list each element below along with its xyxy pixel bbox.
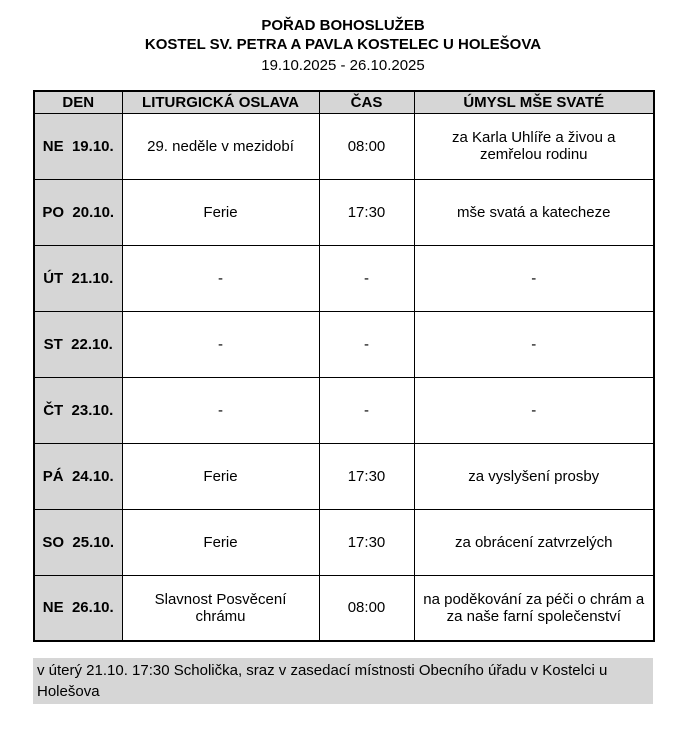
intention-cell: za vyslyšení prosby (414, 443, 654, 509)
celebration-cell: - (122, 377, 319, 443)
table-row (34, 179, 654, 245)
footer-note: v úterý 21.10. 17:30 Scholička, sraz v zasedací místnosti Obecního úřadu v Kostelci u Holešova (33, 658, 653, 704)
date-range: 19.10.2025 - 26.10.2025 (261, 57, 425, 74)
intention-cell: za Karla Uhlíře a živou a zemřelou rodinu (414, 113, 654, 179)
day-cell: PO 20.10. (34, 179, 122, 245)
intention-cell: na poděkování za péči o chrám a za naše farní společenství (414, 575, 654, 641)
intention-cell: za obrácení zatvrzelých (414, 509, 654, 575)
table-row (34, 575, 654, 641)
celebration-cell: Ferie (122, 509, 319, 575)
intention-cell: - (414, 311, 654, 377)
celebration-cell: - (122, 245, 319, 311)
table-row (34, 245, 654, 311)
time-cell: - (319, 377, 414, 443)
celebration-cell: - (122, 311, 319, 377)
table-row (34, 443, 654, 509)
time-cell: 17:30 (319, 509, 414, 575)
table-row (34, 113, 654, 179)
document-subtitle: KOSTEL SV. PETRA A PAVLA KOSTELEC U HOLEŠOVA (144, 36, 542, 53)
column-header-cas: ČAS (319, 91, 414, 113)
celebration-cell: Ferie (122, 443, 319, 509)
column-header-umysl-mse-svate: ÚMYSL MŠE SVATÉ (414, 91, 654, 113)
column-header-liturgicka-oslava: LITURGICKÁ OSLAVA (122, 91, 319, 113)
time-cell: - (319, 245, 414, 311)
day-cell: ST 22.10. (34, 311, 122, 377)
document-title: POŘAD BOHOSLUŽEB (261, 17, 425, 34)
day-cell: ČT 23.10. (34, 377, 122, 443)
celebration-cell: Slavnost Posvěcení chrámu (122, 575, 319, 641)
document-header (33, 16, 653, 76)
table-row (34, 509, 654, 575)
table-header-row (34, 91, 654, 113)
table-row (34, 377, 654, 443)
time-cell: 17:30 (319, 443, 414, 509)
time-cell: - (319, 311, 414, 377)
table-row (34, 311, 654, 377)
column-header-den: DEN (34, 91, 122, 113)
time-cell: 08:00 (319, 575, 414, 641)
schedule-table (33, 90, 655, 642)
day-cell: NE 26.10. (34, 575, 122, 641)
time-cell: 17:30 (319, 179, 414, 245)
celebration-cell: 29. neděle v mezidobí (122, 113, 319, 179)
day-cell: SO 25.10. (34, 509, 122, 575)
day-cell: PÁ 24.10. (34, 443, 122, 509)
day-cell: ÚT 21.10. (34, 245, 122, 311)
intention-cell: mše svatá a katecheze (414, 179, 654, 245)
intention-cell: - (414, 377, 654, 443)
time-cell: 08:00 (319, 113, 414, 179)
celebration-cell: Ferie (122, 179, 319, 245)
day-cell: NE 19.10. (34, 113, 122, 179)
intention-cell: - (414, 245, 654, 311)
